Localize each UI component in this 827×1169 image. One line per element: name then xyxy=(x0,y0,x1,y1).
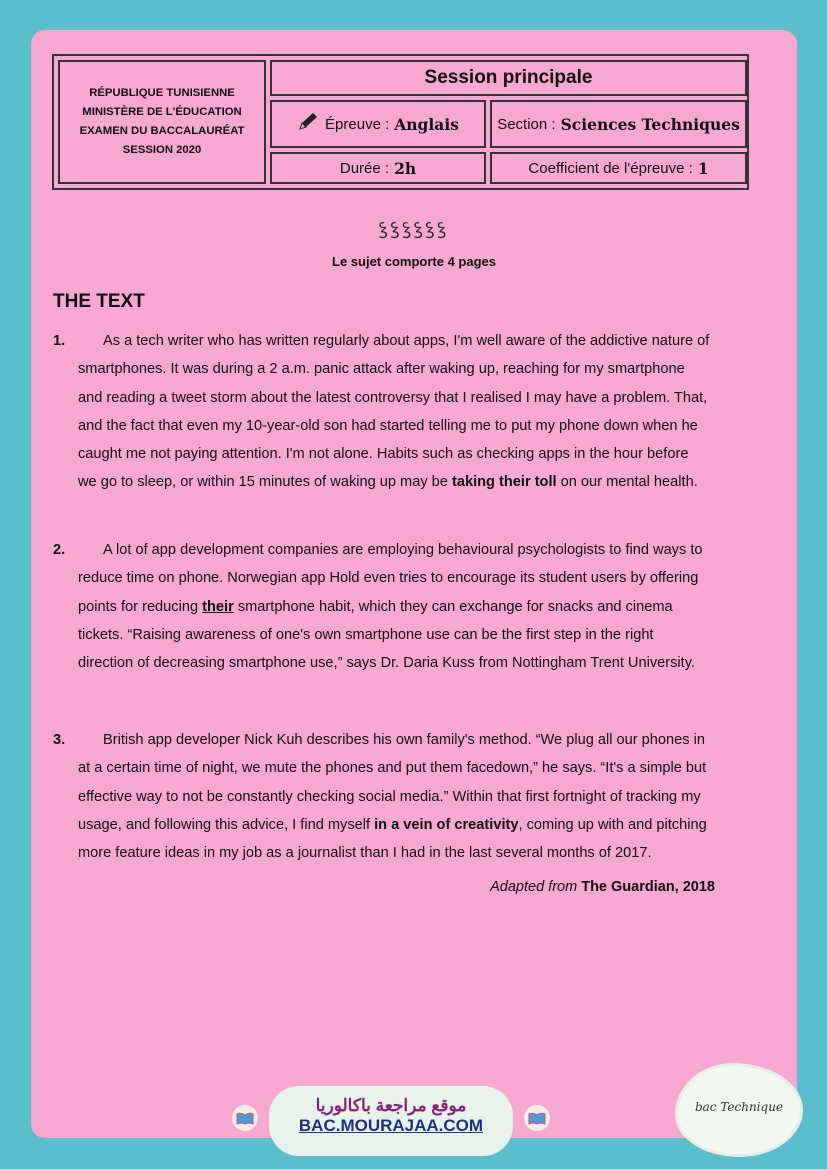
text-line: more feature ideas in my job as a journalist than I had in the last several months of 2017. xyxy=(78,845,652,862)
source-name: The Guardian, 2018 xyxy=(581,879,715,895)
exam-header xyxy=(52,54,749,190)
ministry-block xyxy=(58,60,266,184)
bac-technique-badge xyxy=(678,1066,800,1154)
pages-note: Le sujet comporte 4 pages xyxy=(332,254,496,269)
paragraph-number: 1. xyxy=(53,333,66,349)
coefficient-value: 1 xyxy=(697,158,709,178)
text-segment: points for reducing xyxy=(78,598,199,615)
text-line: British app developer Nick Kuh describes his own family's method. “We plug all our phones in xyxy=(103,732,705,748)
ministry-line: MINISTÈRE DE L'ÉDUCATION xyxy=(82,106,242,118)
paragraph-3 xyxy=(53,726,754,867)
epreuve-cell xyxy=(270,100,486,148)
pencil-icon xyxy=(297,112,319,136)
text-segment: we go to sleep, or within 15 minutes of waking up may be xyxy=(78,474,448,491)
bold-phrase: in a vein of creativity xyxy=(374,816,519,833)
text-line: As a tech writer who has written regularly about apps, I'm well aware of the addictive nature of xyxy=(103,333,710,349)
duree-label: Durée : xyxy=(339,159,390,177)
session-year-line: SESSION 2020 xyxy=(122,144,202,156)
text-segment: usage, and following this advice, I find myself xyxy=(78,816,371,833)
website-url-link[interactable]: BAC.MOURAJAA.COM xyxy=(298,1116,484,1135)
text-line xyxy=(78,811,754,839)
underlined-word: their xyxy=(202,598,234,615)
section-cell xyxy=(490,100,747,148)
decorative-stars: ꝣꝣꝣꝣꝣꝣ xyxy=(378,219,450,238)
text-line xyxy=(78,593,754,621)
source-prefix: Adapted from xyxy=(490,879,578,895)
epreuve-label: Épreuve : xyxy=(325,115,390,133)
text-line: and the fact that even my 10-year-old son had started telling me to put my phone down when he xyxy=(78,417,698,434)
badge-text: bac Technique xyxy=(694,1100,784,1114)
text-segment: smartphone habit, which they can exchange for snacks and cinema xyxy=(237,598,673,615)
republic-line: RÉPUBLIQUE TUNISIENNE xyxy=(89,87,235,99)
paragraph-2 xyxy=(53,536,754,677)
text-line: tickets. “Raising awareness of one's own smartphone use can be the first step in the right xyxy=(78,626,654,643)
exam-line: EXAMEN DU BACCALAURÉAT xyxy=(79,125,245,137)
website-arabic-name: موقع مراجعة باكالوريا xyxy=(315,1096,467,1115)
epreuve-value: Anglais xyxy=(394,114,459,134)
coefficient-label: Coefficient de l'épreuve : xyxy=(528,159,693,177)
book-logo-icon xyxy=(524,1105,550,1131)
duree-value: 2h xyxy=(394,158,417,178)
text-line: and reading a tweet storm about the latest controversy that I realised I may have a problem. That, xyxy=(78,389,708,406)
paragraph-number: 3. xyxy=(53,732,66,748)
section-value: Sciences Techniques xyxy=(560,114,740,134)
text-line xyxy=(78,468,754,496)
paragraph-1 xyxy=(53,327,754,497)
text-line: direction of decreasing smartphone use,” says Dr. Daria Kuss from Nottingham Trent University. xyxy=(78,655,695,672)
text-line: smartphones. It was during a 2 a.m. panic attack after waking up, reaching for my smartphone xyxy=(78,361,685,378)
source-citation xyxy=(490,879,715,895)
text-line: at a certain time of night, we mute the phones and put them facedown,” he says. “It's a simple but xyxy=(78,760,707,777)
paragraph-number: 2. xyxy=(53,542,66,558)
text-line: caught me not paying attention. I'm not alone. Habits such as checking apps in the hour before xyxy=(78,446,689,463)
exam-page xyxy=(31,30,797,1138)
book-logo-icon xyxy=(232,1105,258,1131)
section-label: Section : xyxy=(497,115,556,133)
website-banner[interactable] xyxy=(269,1086,513,1156)
bold-phrase: taking their toll xyxy=(451,474,557,491)
session-title: Session principale xyxy=(270,60,747,96)
text-line: effective way to not be constantly checking social media.” Within that first fortnight of tracking my xyxy=(78,788,701,805)
text-line: reduce time on phone. Norwegian app Hold even tries to encourage its student users by offering xyxy=(78,570,699,587)
text-title: THE TEXT xyxy=(53,291,145,312)
duree-cell xyxy=(270,152,486,184)
text-line: A lot of app development companies are employing behavioural psychologists to find ways to xyxy=(103,542,703,558)
text-segment: , coming up with and pitching xyxy=(518,816,707,833)
coefficient-cell xyxy=(490,152,747,184)
text-segment: on our mental health. xyxy=(560,474,698,491)
